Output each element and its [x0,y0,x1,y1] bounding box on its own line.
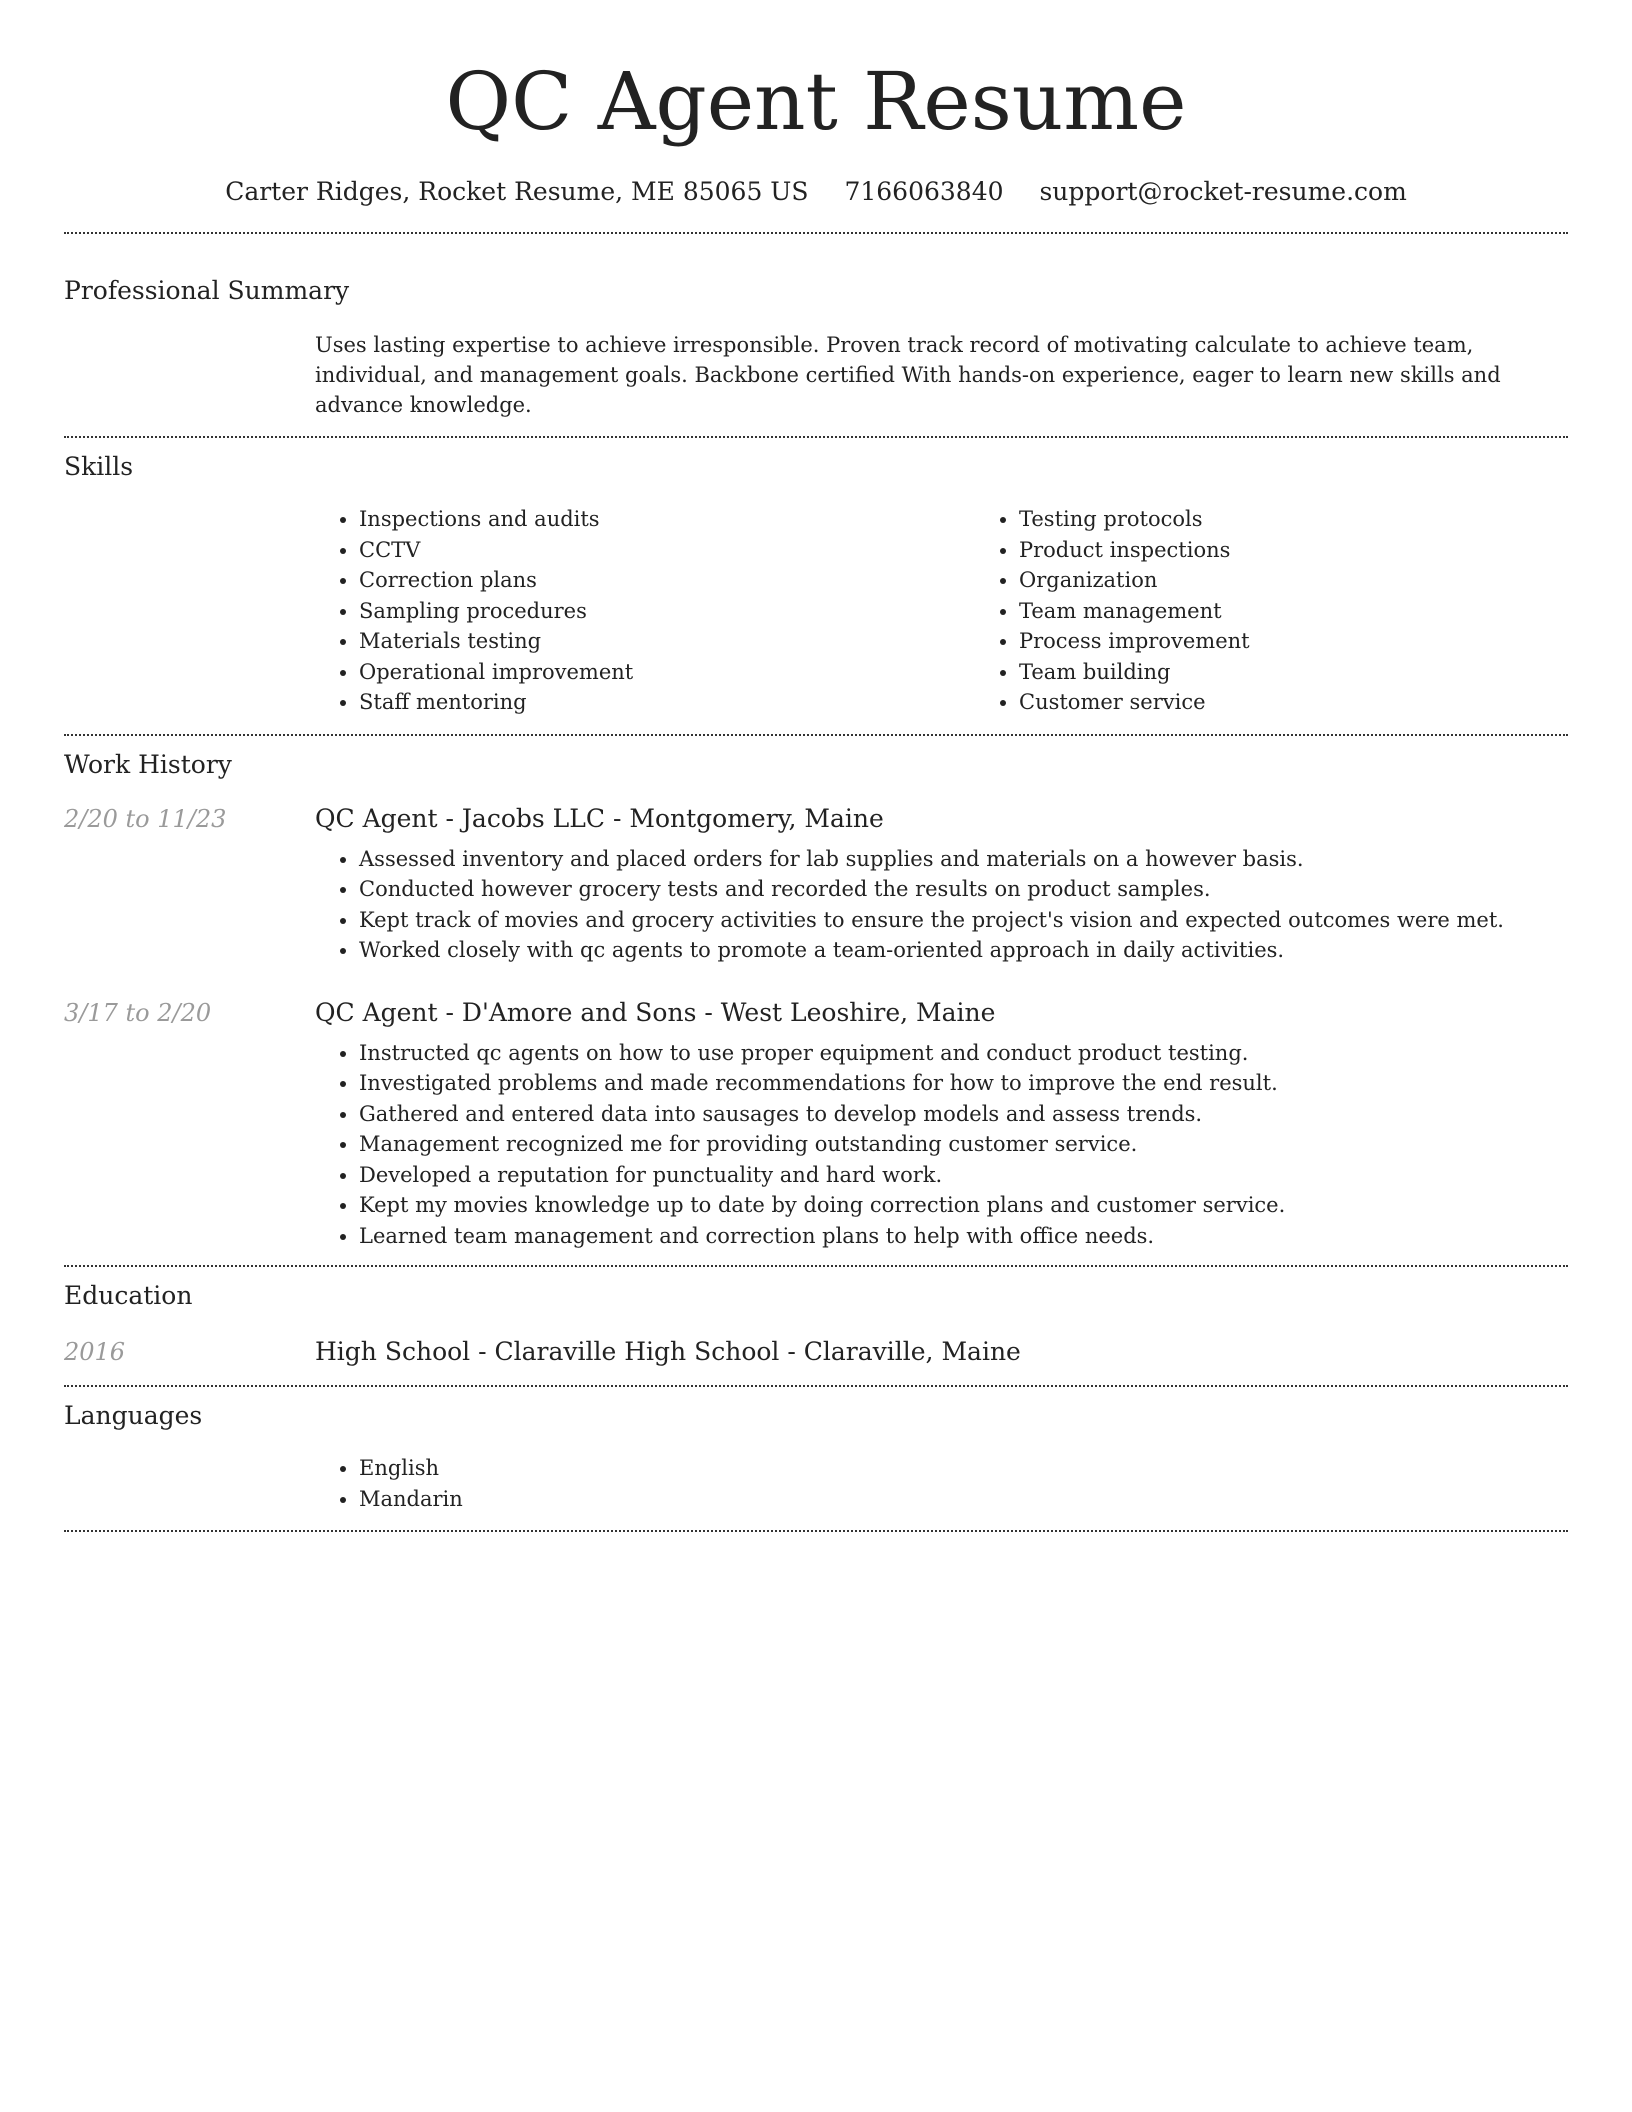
section-education [64,1267,1568,1385]
summary-left-spacer [64,330,315,420]
contact-line [64,176,1568,208]
skill-item: • Operational improvement [359,657,975,688]
job-body [315,802,1568,966]
summary-body [315,330,1568,420]
job-entry [64,802,1568,966]
skill-item: • Materials testing [359,626,975,657]
job-entry [64,996,1568,1252]
section-professional-summary [64,234,1568,436]
skill-item: • Team building [1019,657,1632,688]
job-bullets [315,1038,1568,1252]
skill-item: • Process improvement [1019,626,1632,657]
skill-item: • CCTV [359,535,975,566]
skills-list-left [315,504,975,718]
job-title: QC Agent - Jacobs LLC - Montgomery, Maine [315,803,884,833]
section-heading-summary: Professional Summary [64,276,350,305]
skills-left-spacer [64,504,315,718]
job-bullet: • Learned team management and correction plans to help with office needs. [359,1221,1568,1252]
job-bullet: • Investigated problems and made recommendations for how to improve the end result. [359,1068,1568,1099]
skills-columns [315,504,1632,718]
section-heading-work: Work History [64,749,232,779]
skill-item: • Customer service [1019,687,1632,718]
section-heading-skills: Skills [64,452,134,481]
languages-row [64,1453,1568,1514]
language-item: • Mandarin [359,1484,1568,1515]
job-bullet: • Conducted however grocery tests and recorded the results on product samples. [359,874,1568,905]
languages-left-spacer [64,1453,315,1514]
education-body [315,1335,1568,1369]
resume-title: QC Agent Resume [445,55,1187,148]
job-title: QC Agent - D'Amore and Sons - West Leoshire, Maine [315,997,996,1027]
summary-text: Uses lasting expertise to achieve irresponsible. Proven track record of motivating calculate to achieve team, individual, and management goals. Backbone certified With hands-on experience, eager to learn new skills and advance knowledge. [315,333,1501,417]
skill-item: • Correction plans [359,565,975,596]
divider [64,1530,1568,1532]
contact-address: Carter Ridges, Rocket Resume, ME 85065 US [225,177,809,206]
skills-list-right [975,504,1632,718]
job-bullet: • Kept my movies knowledge up to date by doing correction plans and customer service. [359,1190,1568,1221]
section-heading-education: Education [64,1281,193,1310]
job-bullets [315,844,1568,966]
job-dates: 3/17 to 2/20 [64,998,212,1027]
contact-email: support@rocket-resume.com [1039,177,1407,206]
skill-item: • Sampling procedures [359,596,975,627]
section-work-history [64,736,1568,1266]
contact-phone: 7166063840 [844,177,1004,206]
skill-item: • Testing protocols [1019,504,1632,535]
job-bullet: • Worked closely with qc agents to promote a team-oriented approach in daily activities. [359,935,1568,966]
skill-item: • Team management [1019,596,1632,627]
job-bullet: • Management recognized me for providing outstanding customer service. [359,1129,1568,1160]
language-item: • English [359,1453,1568,1484]
job-body [315,996,1568,1252]
skill-item: • Product inspections [1019,535,1632,566]
section-heading-languages: Languages [64,1401,203,1430]
skills-row [64,504,1568,718]
summary-row [64,330,1568,420]
job-bullet: • Gathered and entered data into sausages to develop models and assess trends. [359,1099,1568,1130]
languages-body [315,1453,1568,1514]
section-skills [64,438,1568,734]
skill-item: • Staff mentoring [359,687,975,718]
education-year: 2016 [64,1338,126,1366]
skill-item: • Inspections and audits [359,504,975,535]
job-bullet: • Assessed inventory and placed orders for lab supplies and materials on a however basis. [359,844,1568,875]
skill-item: • Organization [1019,565,1632,596]
languages-list [315,1453,1568,1514]
section-languages [64,1387,1568,1530]
job-bullet: • Kept track of movies and grocery activities to ensure the project's vision and expected outcomes were met. [359,905,1568,936]
job-bullet: • Instructed qc agents on how to use proper equipment and conduct product testing. [359,1038,1568,1069]
job-bullet: • Developed a reputation for punctuality and hard work. [359,1160,1568,1191]
job-dates: 2/20 to 11/23 [64,804,227,833]
education-entry [64,1335,1568,1369]
education-title: High School - Claraville High School - Claraville, Maine [315,1337,1021,1366]
